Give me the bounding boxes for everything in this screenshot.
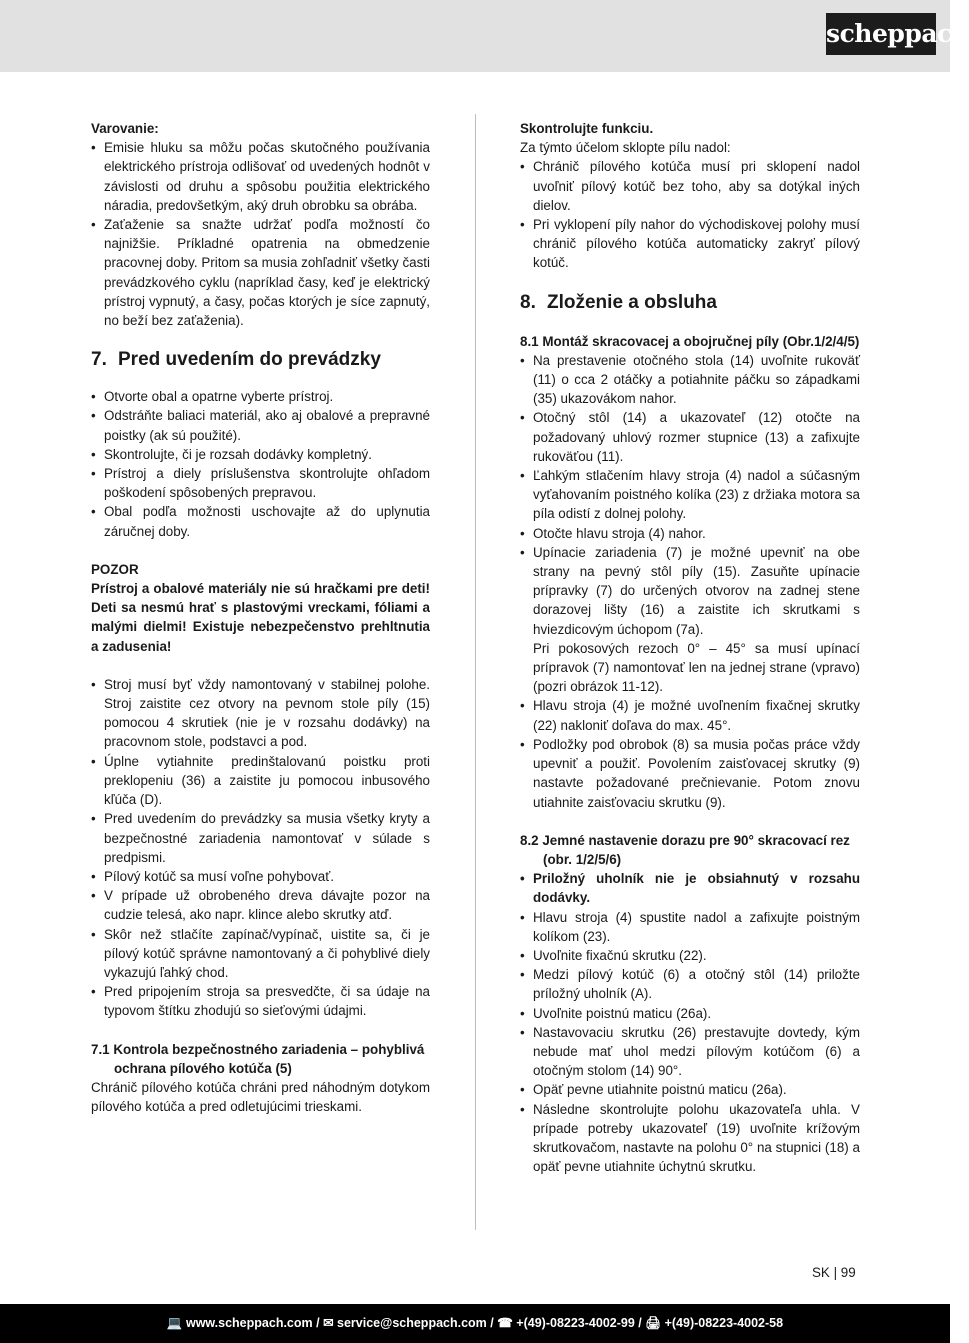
check-list — [520, 157, 860, 272]
fax-number: +(49)-08223-4002-58 — [664, 1316, 784, 1330]
list-item: • Stroj musí byť vždy namontovaný v stabilnej polohe. Stroj zaistite cez otvory na pevnom stole píly (15) pomocou 4 skrutiek (nie je v rozsahu dodávky) na pracovnom stole, podstavci a pod. — [91, 675, 430, 752]
list-note: Pri pokosových rezoch 0° – 45° sa musí upínací prípravok (7) namontovať len na jednej strane (vpravo) (pozri obrázok 11-12). — [533, 640, 860, 695]
section-8-heading — [520, 291, 860, 315]
list-item: • Zaťaženie sa snažte udržať podľa možností čo najnižšie. Príkladné opatrenia na obmedzenie pracovnej doby. Pritom sa musia zohľadniť všetky časti prevádzkového cyklu (napríklad časy, keď je elektrický prístroj vypnutý, a časy, počas ktorých je síce zapnutý, no beží bez zaťaženia). — [91, 215, 430, 330]
list-item: • Hlavu stroja (4) je možné uvoľnením fixačnej skrutky (22) nakloniť doľava do max. 45°. — [520, 696, 860, 734]
list-item: • V prípade už obrobeného dreva dávajte pozor na cudzie telesá, ako napr. klince alebo skrutky atď. — [91, 886, 430, 924]
page-number: SK | 99 — [812, 1265, 856, 1280]
section-number: 8. — [520, 291, 536, 313]
page-header — [0, 0, 969, 72]
list-item: • Chránič pílového kotúča musí pri sklopení nadol uvoľniť pílový kotúč bez toho, aby sa dotýkal iných dielov. — [520, 157, 860, 215]
list-item: • Medzi pílový kotúč (6) a otočný stôl (14) priložte príložný uholník (A). — [520, 965, 860, 1003]
list-item: • Na prestavenie otočného stola (14) uvoľnite rukoväť (11) o cca 2 otáčky a potiahnite páčku so západkami (35) ukazovákom nahor. — [520, 351, 860, 409]
list-item: • Skontrolujte, či je rozsah dodávky kompletný. — [91, 445, 430, 464]
fax-icon: 🖨 — [645, 1316, 662, 1330]
section-8-2-list — [520, 869, 860, 1176]
check-title: Skontrolujte funkciu. — [520, 121, 654, 136]
caution-title: POZOR — [91, 561, 139, 577]
right-column — [520, 119, 860, 1176]
list-item: • Odstráňte baliaci materiál, ako aj obalové a prepravné poistky (ak sú použité). — [91, 406, 430, 444]
page-footer — [0, 1304, 950, 1343]
list-item: • Pri vyklopení píly nahor do východiskovej polohy musí chránič pílového kotúča automaticky zakryť pílový kotúč. — [520, 215, 860, 273]
section-8-1-list — [520, 351, 860, 812]
warning-title: Varovanie: — [91, 121, 159, 136]
list-item: • Ľahkým stlačením hlavy stroja (4) nadol a súčasným vyťahovaním poistného kolíka (23) z držiaka motora sa píla odistí z dolnej polohy. — [520, 466, 860, 524]
list-item: • Úplne vytiahnite predinštalovanú poistku proti preklopeniu (36) a zaistite ju pomocou inbusového kľúča (D). — [91, 752, 430, 810]
website-link[interactable]: www.scheppach.com / — [185, 1316, 320, 1330]
phone-number: +(49)-08223-4002-99 / — [516, 1316, 642, 1330]
list-item: • Emisie hluku sa môžu počas skutočného používania elektrického prístroja odlišovať od uvedených hodnôt v závislosti od druhu a spôsobu použitia elektrického náradia, predovšetkým, aký druh obrobku sa obrába. — [91, 138, 430, 215]
list-item: • Obal podľa možnosti uschovajte až do uplynutia záručnej doby. — [91, 502, 430, 540]
section-7-heading — [91, 348, 430, 372]
list-item: • Pred uvedením do prevádzky sa musia všetky kryty a bezpečnostné zariadenia namontovať v súlade s predpismi. — [91, 809, 430, 867]
list-item: • Uvoľnite fixačnú skrutku (22). — [520, 946, 860, 965]
computer-icon: 💻 — [166, 1316, 183, 1330]
section-title: Zloženie a obsluha — [547, 291, 717, 313]
list-item: • Uvoľnite poistnú maticu (26a). — [520, 1004, 860, 1023]
caution-text: Prístroj a obalové materiály nie sú hračkami pre deti! Deti sa nesmú hrať s plastovými vreckami, fóliami a malými dielmi! Existuje nebezpečenstvo prehltnutia a zadusenia! — [91, 581, 430, 654]
list-item: • Pred pripojením stroja sa presvedčte, či sa údaje na typovom štítku zhodujú so sieťovými údajmi. — [91, 982, 430, 1020]
list-item: • Hlavu stroja (4) spustite nadol a zafixujte poistným kolíkom (23). — [520, 908, 860, 946]
list-item: • Otvorte obal a opatrne vyberte prístroj. — [91, 387, 430, 406]
list-item: • Otočte hlavu stroja (4) nahor. — [520, 524, 860, 543]
warning-list — [91, 138, 430, 330]
list-item: • Opäť pevne utiahnite poistnú maticu (26a). — [520, 1080, 860, 1099]
list-item: • Pílový kotúč sa musí voľne pohybovať. — [91, 867, 430, 886]
section-7-list — [91, 387, 430, 541]
list-item: • Otočný stôl (14) a ukazovateľ (12) otočte na požadovaný uhlový rozmer stupnice (13) a zafixujte rukoväťou (11). — [520, 408, 860, 466]
section-7-1-text: Chránič pílového kotúča chráni pred náhodným dotykom pílového kotúča a pred odletujúcimi trieskami. — [91, 1079, 430, 1115]
mail-icon: ✉ — [323, 1316, 334, 1330]
list-item-bold: • Priložný uholník nie je obsiahnutý v rozsahu dodávky. — [520, 869, 860, 907]
column-divider — [475, 114, 476, 1230]
section-title: Pred uvedením do prevádzky — [118, 349, 381, 371]
section-8-1-heading: 8.1 Montáž skracovacej a obojručnej píly (Obr.1/2/4/5) — [520, 333, 860, 349]
left-column — [91, 119, 430, 1116]
list-item: • Podložky pod obrobok (8) sa musia počas práce vždy upevniť a použiť. Povolením zaisťovacej skrutky (9) nastavte požadované prečnievanie. Potom znovu utiahnite zaisťovaciu skrutku (9). — [520, 735, 860, 812]
list-item: • Nastavovaciu skrutku (26) prestavujte dovtedy, kým nebude mať uhol medzi pílovým kotúčom (6) a otočným stolom (14) 90°. — [520, 1023, 860, 1081]
email-link[interactable]: service@scheppach.com / — [337, 1316, 494, 1330]
check-intro: Za týmto účelom sklopte pílu nadol: — [520, 140, 731, 156]
section-7-1-heading: 7.1 Kontrola bezpečnostného zariadenia – pohyblivá ochrana pílového kotúča (5) — [91, 1041, 425, 1076]
mounting-list — [91, 675, 430, 1021]
list-item: • Upínacie zariadenia (7) je možné upevniť na obe strany na pevný stôl píly (15). Zasuňte upínacie prípravky (7) do určených otvorov na zadnej stene dorazovej lišty (16) a zaistite ich skrutkami s hviezdicovým úchopom (7a). — [520, 543, 860, 639]
list-item: • Skôr než stlačíte zapínač/vypínač, uistite sa, či je pílový kotúč správne namontovaný a či pohyblivé diely vykazujú ľahký chod. — [91, 925, 430, 983]
list-item: • Následne skontrolujte polohu ukazovateľa uhla. V prípade potreby ukazovateľ (19) uvoľnite krížovým skrutkovačom, nastavte na polohu 0° na stupnici (18) a opäť pevne utiahnite úchytnú skrutku. — [520, 1100, 860, 1177]
list-item: • Prístroj a diely príslušenstva skontrolujte ohľadom poškodení spôsobených prepravou. — [91, 464, 430, 502]
scheppach-logo: scheppach — [826, 13, 936, 55]
section-8-2-heading: 8.2 Jemné nastavenie dorazu pre 90° skracovací rez (obr. 1/2/5/6) — [520, 832, 850, 867]
phone-icon: ☎ — [497, 1316, 513, 1330]
section-number: 7. — [91, 349, 107, 371]
